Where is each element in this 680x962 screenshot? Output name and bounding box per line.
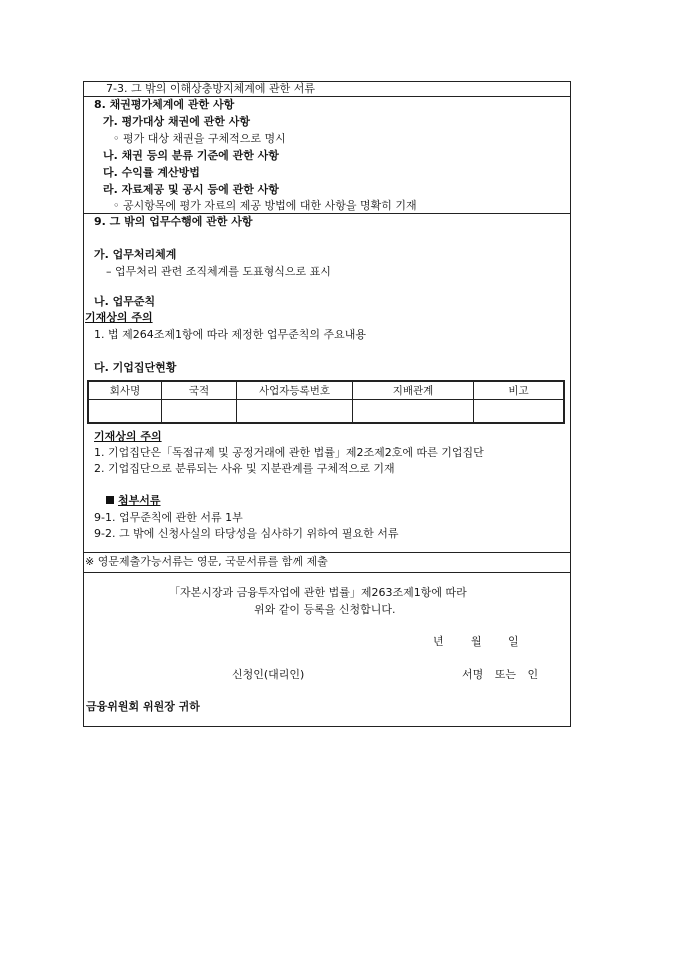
caution-item-1: 1. 기업집단은「독점규제 및 공정거래에 관한 법률」제2조제2호에 따른 기업집단 [94,446,484,459]
divider [84,96,570,97]
caution-item-2: 2. 기업집단으로 분류되는 사유 및 지분관계를 구체적으로 기재 [94,462,395,475]
table-header-cell: 회사명 [88,381,162,400]
divider [84,213,570,214]
table-header-cell: 국적 [162,381,237,400]
date-year-label: 년 [433,635,444,648]
sec8-ra-note: ◦ 공시항목에 평가 자료의 제공 방법에 대한 사항을 명확히 기재 [113,199,417,212]
sec9-ga: 가. 업무처리체계 [94,248,177,261]
caution-title: 기재상의 주의 [94,430,162,443]
table-cell[interactable] [237,400,353,424]
attachment-item-1: 9-1. 업무준칙에 관한 서류 1부 [94,511,243,524]
date-month-label: 월 [471,635,482,648]
sec9-na: 나. 업무준칙 [94,295,156,308]
caution-item-1: 1. 법 제264조제1항에 따라 제정한 업무준칙의 주요내용 [94,328,366,341]
attachments-title: 첨부서류 [106,494,161,508]
declaration-line-2: 위와 같이 등록을 신청합니다. [254,603,396,616]
business-group-table [87,380,565,424]
table-cell[interactable] [353,400,474,424]
table-header-row [88,381,564,400]
table-row [88,400,564,424]
table-header-cell: 지배관계 [353,381,474,400]
caution-title: 기재상의 주의 [85,311,153,324]
sec8-ra: 라. 자료제공 및 공시 등에 관한 사항 [103,183,279,196]
declaration-line-1: 「자본시장과 금융투자업에 관한 법률」제263조제1항에 따라 [169,586,467,599]
square-bullet-icon [106,496,114,504]
sec8-title: 8. 채권평가체계에 관한 사항 [94,98,235,111]
applicant-label: 신청인(대리인) [232,668,305,681]
divider [84,572,570,573]
table-header-cell: 비고 [474,381,565,400]
application-form [83,81,571,727]
signature-label: 서명 또는 인 [462,668,539,681]
table-header-cell: 사업자등록번호 [237,381,353,400]
sec9-da: 다. 기업집단현황 [94,361,177,374]
sec9-ga-note: – 업무처리 관련 조직체계를 도표형식으로 표시 [106,265,331,278]
footnote: ※ 영문제출가능서류는 영문, 국문서류를 함께 제출 [85,555,328,568]
date-day-label: 일 [508,635,519,648]
addressee: 금융위원회 위원장 귀하 [86,700,200,713]
divider [84,552,570,553]
sec8-ga: 가. 평가대상 채권에 관한 사항 [103,115,251,128]
sec8-da: 다. 수익률 계산방법 [103,166,200,179]
table-cell[interactable] [88,400,162,424]
attachment-item-2: 9-2. 그 밖에 신청사실의 타당성을 심사하기 위하여 필요한 서류 [94,527,399,540]
table-cell[interactable] [162,400,237,424]
sec7-item-3: 7-3. 그 밖의 이해상충방지체계에 관한 서류 [106,82,315,95]
sec8-na: 나. 채권 등의 분류 기준에 관한 사항 [103,149,279,162]
sec9-title: 9. 그 밖의 업무수행에 관한 사항 [94,215,253,228]
sec8-ga-note: ◦ 평가 대상 채권을 구체적으로 명시 [113,132,286,145]
table-cell[interactable] [474,400,565,424]
